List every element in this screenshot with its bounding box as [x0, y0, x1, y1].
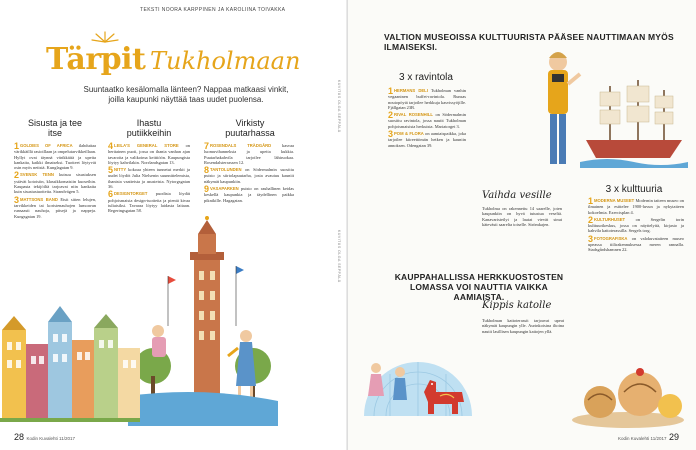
title-script: Tukholmaan [150, 47, 301, 75]
right-page [348, 0, 696, 450]
col1-body [14, 143, 96, 221]
ravintola-body [388, 88, 466, 150]
kippis-heading: Kippis katolle [482, 300, 552, 311]
col3-heading: Virkisty puutarhassa [225, 118, 275, 138]
list-item: 5NITTY kokoaa yhteen tunnetut merkit ja uudet löydöt Julia Nielsenin suunnittelemista, ihanista vaatteista ja asusteista. Nytorgsgatan 36. [108, 165, 190, 190]
vaihda-vesille-body: Tukholma on rakennettu 14 saarelle, joten kaupunkiin on hyvä tutustua veseltä. Kanavaristeilyt ja lautat vievät sinut kätevästi saarelta toiselle. Strömkajen. [482, 206, 562, 227]
page-number-left: 28 Kodin Kuvalehti 11/2017 [14, 432, 75, 442]
col1-heading: Sisusta ja tee itse [27, 118, 83, 138]
list-item: 7ROSENDALS TRÄDGÅRD kasvaa luomuvihanneksia ja upeita kukkia. Puutarhakahvila tarjoilee lähiruokaa. Rosendalsterrassen 12. [204, 141, 294, 165]
col3-body [204, 143, 294, 205]
byline: TEKSTI NOORA KARPPINEN JA KAROLIINA TOIVAKKA [140, 7, 286, 13]
list-item: 8TANTOLUNDEN on Södermalmin suosittu puisto ja siirtolapuutarha, josta avautuu kauniit näkymät kaupunkiin. [204, 165, 294, 184]
list-item: 1GOLDIES OF AFRICA ilahduttaa värikkäillä rasioillaan ja ompelutarvikkeillaan. Hyllyt ovat täynnä värikkäitä ja upeita kankaita, kaikki ilmaiseksi. Tuotteet löytyvät osin myös netistä. Kunglagatan 9. [14, 141, 96, 171]
page-number-right: Kodin Kuvalehti 11/2017 29 [618, 432, 679, 442]
right-headline: VALTION MUSEOISSA KULTTUURISTA PÄÄSEE NAUTTIMAAN MYÖS ILMAISEKSI. [384, 32, 674, 52]
colorful-houses-illustration [0, 300, 140, 425]
col2-heading: Ihastu putiikkeihin [126, 118, 172, 138]
list-item: 3MATTSONS BAND Etsit sitten lelujen, tarvikkeiden tai koristenauhojen lumoavan runsaasti nauhoja, pitsejä ja nappeja. Kungsgatan 19. [14, 194, 96, 219]
list-item: 9VASAPARKEN puisto on rauhallinen keidas keskellä kaupunkia ja täydellinen paikka piknikille. Hagagatan. [204, 184, 294, 203]
ravintola-heading: 3 x ravintola [399, 72, 453, 83]
lead-paragraph: Suuntaatko kesälomalla länteen? Nappaa matkaasi vinkit, joilla kaupunki näyttää taas uudet puolensa. [83, 85, 289, 104]
city-hall-tower-illustration [128, 216, 278, 426]
globe-arena-dala-horse-illustration [354, 296, 482, 426]
vaihda-vesille-heading: Vaihda vesille [482, 190, 552, 201]
pastries-illustration [570, 330, 688, 430]
kulttuuri-heading: 3 x kulttuuria [605, 184, 663, 195]
list-item: 1HERMANS DELI Tukholman vanhin vegaaninen buffet-ravintola. Runsas noutopöytä tarjoilee herkkuja kasvissyöjille. Fjällgatan 23B. [388, 86, 466, 110]
kulttuuri-body [588, 198, 684, 255]
illustration-credit: KUVITUS OLGA SEPPÄLÄ [337, 80, 341, 133]
list-item: 6DESIGNTORGET puodista löydät pohjoismaista design-tuotteita ja pientä kivaa tuliaisiksi. Tavaraa löytyy laidasta laitaan. Regeringsgatan 58. [108, 189, 190, 214]
list-item: 3POM & FLORA on aamiaispaikka, joka tarjoilee kiireettömän hetken ja kauniin annoksen. Odengatan 39. [388, 129, 466, 148]
list-item: 2KULTURHUSET on Sergelin torin kulttuurikeskus, jossa on näyttelyitä, kirjasto ja kahvila kattoterassilla. Sergels torg. [588, 214, 684, 234]
list-item: 4LEILA'S GENERAL STORE on herttainen puoti, jossa on ihania vanhan ajan tavaroita ja valikoima keittiöön. Kaupungista löytyy kahvilakin. Norrlandsgatan 13. [108, 141, 190, 165]
sun-illustration [88, 30, 122, 54]
list-item: 3FOTOGRAFISKA on valokuvataiteen museo upeassa tiilirakennuksessa meren rannalla. Stadsgårdshamnen 22. [588, 233, 684, 253]
kippis-body: Tukholman kattoterassit tarjoavat upeat näkymät kaupungin ylle. Aurinkoisina iltoina nautit lasillisen kaupungin kattojen yllä. [482, 318, 564, 334]
list-item: 2RIVAL ROSENHILL on Södermalmin suosittu ravintola, jossa nautit Tukholman pohjoismaisista herkuista. Mariatorget 3. [388, 110, 466, 129]
kauppahalli-quote: KAUPPAHALLISSA HERKKUOSTOSTEN LOMASSA VOI NAUTTIA VAIKKA AAMIAISTA. [394, 272, 564, 302]
tourist-camera-illustration [528, 44, 588, 174]
sailing-ship-illustration [580, 76, 688, 168]
list-item: 1MODERNA MUSEET Modernin taiteen museo on ilmainen ja esittelee 1900-luvun ja nykytaiteen kokoelmia. Exercisplan 4. [588, 196, 684, 215]
list-item: 2SVENSK TENN kutsuu sisustuksen ystävät kotoisiin, klassikkomaisiin kuoseihin. Kaupasta tekijöiltä tarjoavat niin kankaita kuin sisustustuotteita. Strandvägen 5. [14, 170, 96, 195]
col2-body [108, 143, 190, 216]
title-main: Tärpit [46, 42, 146, 77]
illustration-credit: KUVITUS OLGA SEPPÄLÄ [337, 230, 341, 283]
